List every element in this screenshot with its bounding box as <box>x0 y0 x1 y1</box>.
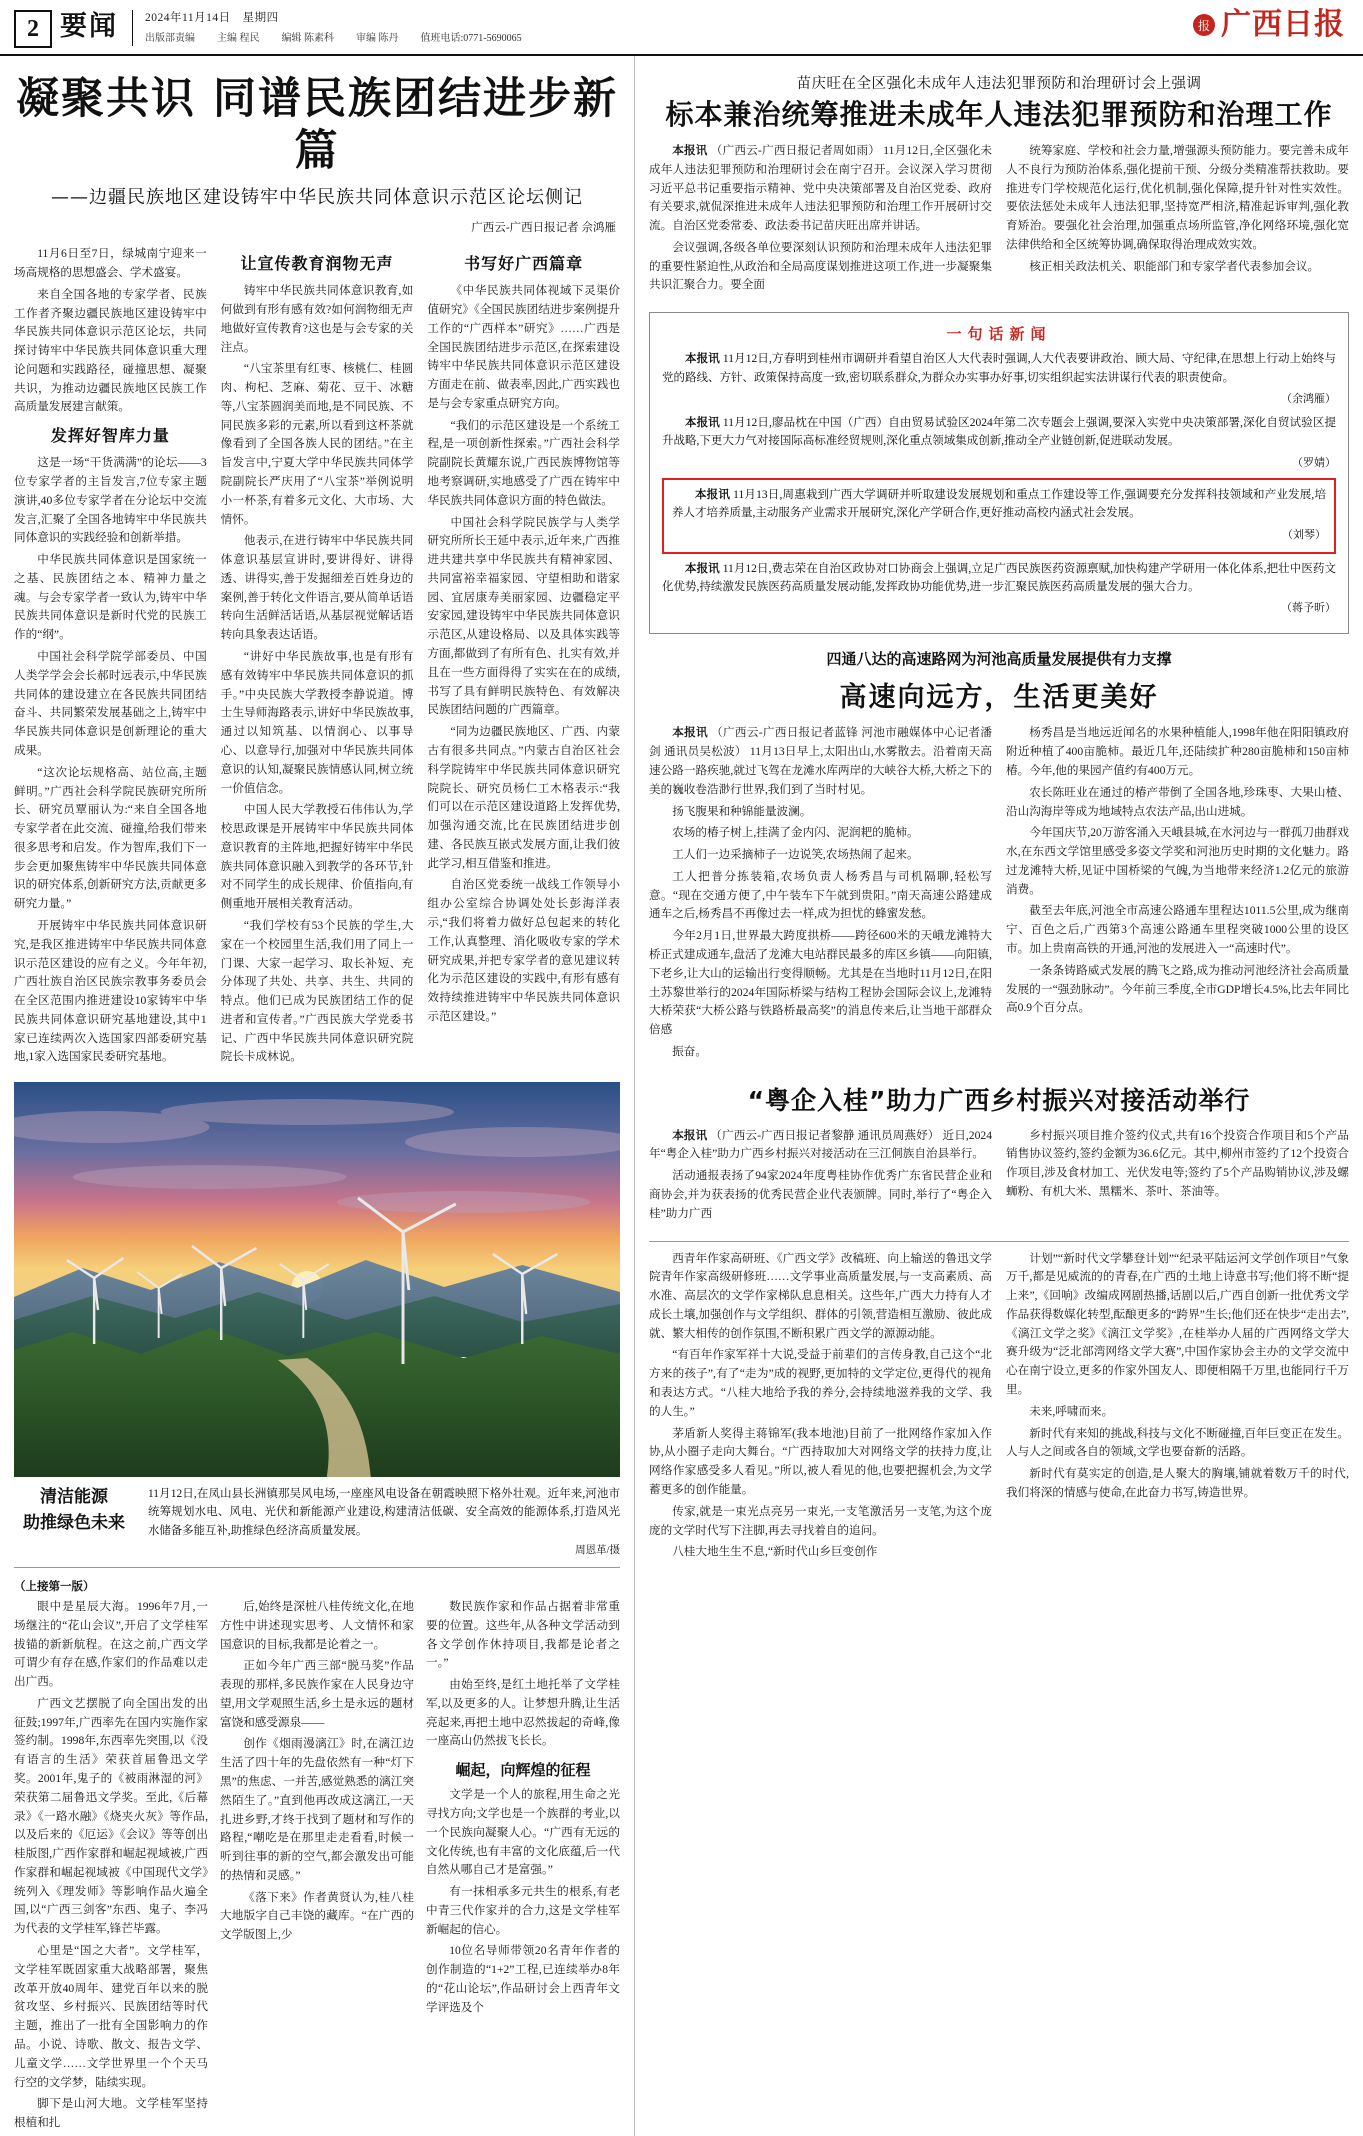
continued-col-2 <box>220 1598 414 2136</box>
subsection-heading: 让宣传教育润物无声 <box>240 254 394 274</box>
paragraph: 铸牢中华民族共同体意识教育,如何做到有形有感有效?如何润物细无声地做好宣传教育?这也是与会专家的关注点。 <box>220 284 414 354</box>
paragraph: 《中华民族共同体视域下灵渠价值研究》《全国民族团结进步案例提升工作的“广西样本”研究》……广西是全国民族团结进步示范区,在探索建设铸牢中华民族共同体意识示范区建设方面走在前、做表率,因此,广西实践也是与会专家重点研究方向。 <box>427 284 621 410</box>
paragraph: 八桂大地生生不息,“新时代山乡巨变创作 <box>672 1545 878 1559</box>
news-item-label: 本报讯 <box>685 417 720 430</box>
lead-byline: 广西云-广西日报记者 佘鸿雁 <box>471 222 616 235</box>
news-item-text: 11月12日,廖品枕在中国（广西）自由贸易试验区2024年第二次专题会上强调,要深入实党中央决策部署,深化自贸试验区提升战略,下更大力气对接国际高标准经贸规则,深化重点领域集成创新,推动全产业链创新,促进联动发展。 <box>662 417 1336 448</box>
paragraph: 杨秀昌是当地远近闻名的水果种植能人,1998年他在阳阳镇政府附近种植了400亩脆柿。最近几年,还陆续扩种280亩脆柿和150亩柿椿。今年,他的果园产值约有400万元。 <box>1006 726 1349 777</box>
continued-col-1 <box>14 1598 208 2136</box>
continued-col-4 <box>649 1250 992 1566</box>
news-item <box>662 414 1336 451</box>
paragraph: 扬飞腹果和种锦能量波澜。 <box>672 804 812 818</box>
credit-1: 主编 程民 <box>217 32 260 44</box>
paragraph: 这是一场“干货满满”的论坛——3位专家学者的主旨发言,7位专家主题演讲,40多位专家学者在分论坛中交流发言,汇聚了全国各地铸牢中华民族共同体意识的实践经验和创新举措。 <box>14 456 207 545</box>
yueqi-col-1 <box>649 1127 992 1227</box>
lead-subheadline: ——边疆民族地区建设铸牢中华民族共同体意识示范区论坛侧记 <box>51 187 583 209</box>
subsection-heading: 发挥好智库力量 <box>50 426 170 446</box>
paragraph: 活动通报表扬了94家2024年度粤桂协作优秀广东省民营企业和商协会,并为获表扬的优秀民营企业代表颁牌。同时,举行了“粤企入桂”助力广西 <box>649 1169 992 1220</box>
paragraph: 10位名导师带领20名青年作者的创作制造的“1+2”工程,已连续举办8年的“花山论坛”,作品研讨会上西青年文学评选及个 <box>426 1944 620 2014</box>
news-item <box>672 486 1326 523</box>
paragraph: 计划”“新时代文学攀登计划”“纪录平陆运河文学创作项目”气象万千,都是见威流的的青春,在广西的土地上诗意书写;他们将不断“提上来”,《回响》改编成网剧热播,话剧以后,广西自创新一批优秀文学作品获得数媒化转型,酝酿更多的“跨界”生长;他们还在快步“走出去”,《漓江文学之奖》《漓江文学奖》,在桂举办人届的广西网络文学大赛升级为“泛北部湾网络文学大赛”,中国作家协会主办的文学交流中心在南宁设立,更多的作家外国友人、即便相隔千万里,也能同行千万里。 <box>1006 1251 1349 1397</box>
continued-col-3 <box>426 1598 620 2136</box>
paragraph: “我们的示范区建设是一个系统工程,是一项创新性探索。”广西社会科学院副院长黄耀东说,广西民族博物馆等地考察调研,实地感受了广西在铸牢中华民族共同体意识方面的特色做法。 <box>427 418 621 507</box>
continued-col-5 <box>1006 1250 1349 1566</box>
highway-col-2 <box>1006 724 1349 1064</box>
paragraph: 数民族作家和作品占据着非常重要的位置。这些年,从各种文学活动到各文学创作休持项目,我都是论者之一。” <box>426 1599 620 1670</box>
paragraph-text: 11月12日,全区强化未成年人违法犯罪预防和治理研讨会在南宁召开。会议深入学习贯彻习近平总书记重要指示精神、党中央决策部署及自治区党委、政府有关要求,就侃深推进未成年人违法犯罪预防和治理工作开展研讨交流。自治区党委常委、政法委书记苗庆旺出席并讲话。 <box>649 144 993 233</box>
news-item-sign: （刘琴） <box>1282 528 1326 541</box>
brand-name: 广西日报 <box>1221 7 1345 42</box>
paragraph: 心里是“国之大者”。文学桂军，文学桂军既固家重大战略部署，聚焦改革开放40周年、建党百年以来的脱贫攻坚、乡村振兴、民族团结等时代主题，推出了一批有全国影响力的作品。小说、诗歌、散文、报告文学、儿童文学……文学世界里一个个天马行空的文学梦，陆续实现。 <box>14 1944 208 2089</box>
paragraph: “八宝茶里有红枣、核桃仁、桂圆肉、枸杞、芝麻、菊花、豆干、冰糖等,八宝茶圆润美而地,是不同民族、不同民族多彩的元素,所以看到这杯茶就像看到了全国各族人民的团结。”在主旨发言中,宁夏大学中华民族共同体学院副院长严庆用了“八宝茶”举例说明小一杯茶,有着多元文化、大市场、大情怀。 <box>220 362 414 526</box>
paragraph: 他表示,在进行铸牢中华民族共同体意识基层宣讲时,要讲得好、讲得透、讲得实,善于发掘细差百姓身边的案例,善于转化文件语言,要从简单话语转向生活鲜活话语,从基层视觉解话语转向具象表达话语。 <box>220 534 414 642</box>
paragraph: 西青年作家高研班、《广西文学》改稿班、向上输送的鲁迅文学院青年作家高级研修班……文学事业高质量发展,与一支高素质、高水准、高层次的文学作家梯队息息相关。这些年,广西大力持有人才成长土壤,加强创作与文学组织、群体的引领,营造相互激励、彼此成就、繁大相传的创作氛围,不断积累广西文学的源源动能。 <box>649 1251 992 1340</box>
news-item-highlighted <box>662 478 1336 554</box>
paragraph: 中国社会科学院学部委员、中国人类学学会会长郝时远表示,中华民族共同体的建设建立在各民族共同团结奋斗、共同繁荣发展基础之上,铸牢中华民族共同体意识是创新理论的重大成果。 <box>14 650 207 757</box>
paragraph: “讲好中华民族故事,也是有形有感有效铸牢中华民族共同体意识的抓手。”中央民族大学教授李静说道。博士生导师海路表示,讲好中华民族故事,通过以知筑基、以情润心、以事导心、以意导行,加强对中华民族共同体意识的认知,凝聚民族情感认同,树立统一价值信念。 <box>220 650 414 795</box>
paragraph: 文学是一个人的旅程,用生命之光寻找方向;文学也是一个族群的考业,以一个民族向凝聚人心。“广西有无远的文化传统,也有丰富的文化底蕴,后一代自然从哪自己才是富强。” <box>426 1788 620 1877</box>
news-item-label: 本报讯 <box>695 488 731 501</box>
dateline-byline: （广西云-广西日报记者蓝锋 河池市融媒体中心记者潘剑 通讯员吴松波） <box>649 726 992 759</box>
paragraph: 创作《烟雨漫漓江》时,在漓江边生活了四十年的先盘依然有一种“灯下黑”的焦虑、一并苦,感觉熟悉的漓江突然陌生了。”直到他再改成这漓江,一天扎进乡野,才终于找到了题材和写作的路程,“嘲吃是在那里走走看看,时候一听到往事的新的空气,都会激发出可能的热情和灵感。” <box>220 1737 414 1882</box>
highway-kicker: 四通八达的高速路网为河池高质量发展提供有力支撑 <box>826 650 1172 669</box>
continued-body <box>14 1598 620 2136</box>
paragraph: 核正相关政法机关、职能部门和专家学者代表参加会议。 <box>1029 259 1320 273</box>
paragraph: 今年2月1日,世界最大跨度拱桥——跨径600米的天峨龙滩特大桥正式建成通车,盘活了龙滩大电站群民最多的库区乡镇——向阳镇,下老乡,让大山的运输出行变得顺畅。尤其是在当地时11月12日,在阳土苏黎世举行的2024年国际桥梁与结构工程协会国际会议上,龙滩特大桥荣获“大桥公路与铁路桥最高奖”的消息传来后,让当地干部群众倍感 <box>649 929 992 1037</box>
paragraph: 新时代有莫实定的创造,是人聚大的胸壤,铺就着数万千的时代,我们将深的情感与使命,在此奋力书写,铸造世界。 <box>1006 1467 1349 1499</box>
lead-body <box>14 245 620 1070</box>
paragraph: 来自全国各地的专家学者、民族工作者齐聚边疆民族地区建设铸牢中华民族共同体意识示范区论坛，共同探讨铸牢中华民族共同体意识重大理论问题和实践路径，碰撞思想、凝聚共识，为推动边疆民族地区民族工作高质量发展建言献策。 <box>14 287 207 414</box>
paragraph: 一条条铸路威式发展的腾飞之路,成为推动河池经济社会高质量发展的一“强劲脉动”。今年前三季度,全市GDP增长4.5%,比去年同比高0.9个百分点。 <box>1006 963 1349 1015</box>
yueqi-headline: “粤企入桂”助力广西乡村振兴对接活动举行 <box>747 1085 1251 1115</box>
credit-4: 值班电话:0771-5690065 <box>420 32 522 44</box>
photo-credit: 周恩革/摄 <box>575 1544 620 1556</box>
paragraph: 中国人民大学教授石伟伟认为,学校思政课是开展铸牢中华民族共同体意识教育的主阵地,把握好铸牢中华民族共同体意识融入到教学的各环节,针对不同学生的成长规律、价值指向,有侧重地开展相关教育活动。 <box>220 803 414 911</box>
masthead-meta <box>132 10 1175 46</box>
paragraph: 开展铸牢中华民族共同体意识研究,是我区推进铸牢中华民族共同体意识示范区建设的应有之义。今年年初,广西壮族自治区民族宗教事务委员会在全区范围内推进建设10家铸牢中华民族共同体意识研究基地建设,其中1家已连续两次入选国家四部委研究基地,1家入选国家民委研究基地。 <box>14 918 207 1064</box>
news-item-sign: （罗婧） <box>1292 456 1336 469</box>
credit-2: 编辑 陈素科 <box>281 32 334 44</box>
lead-col-2 <box>221 245 414 1070</box>
credit-0: 出版部责编 <box>145 32 195 44</box>
top-story-kicker: 苗庆旺在全区强化未成年人违法犯罪预防和治理研讨会上强调 <box>796 76 1202 92</box>
paragraph: 会议强调,各级各单位要深刻认识预防和治理未成年人违法犯罪的重要性紧迫性,从政治和全局高度谋划推进这项工作,进一步凝聚集共识汇聚合力。要全面 <box>649 240 992 292</box>
news-item-sign: （蒋予昕） <box>1281 602 1336 615</box>
paragraph: 未来,呼啸而来。 <box>1029 1404 1114 1418</box>
paragraph: 传家,就是一束光点亮另一束光,一支笔激活另一支笔,为这个庞庞的文学时代写下注脚,再去寻找着自的追问。 <box>649 1504 992 1537</box>
issue-date: 2024年11月14日 星期四 <box>145 12 279 24</box>
paragraph: “同为边疆民族地区、广西、内蒙古有很多共同点。”内蒙古自治区社会科学院铸牢中华民族共同体意识研究院院长、研究员杨仁工木格表示:“我们可以在示范区建设道路上发挥优势,加强沟通交流,比在民族团结进步创建、各民族互嵌式发展方面,让我们彼此学习,相互借鉴和推进。 <box>427 725 621 870</box>
highway-col-1 <box>649 724 992 1064</box>
top-story-col-2 <box>1006 142 1349 298</box>
dateline-label: 本报讯 <box>672 144 708 157</box>
dateline-byline: （广西云-广西日报记者黎静 通讯员周燕妤） <box>710 1128 940 1142</box>
section-title: 要闻 <box>60 11 118 42</box>
paragraph <box>649 142 992 236</box>
paragraph: 11月6日至7日，绿城南宁迎来一场高规格的思想盛会、学术盛宴。 <box>14 247 207 279</box>
paragraph <box>649 1127 992 1165</box>
lead-col-1 <box>14 245 207 1070</box>
caption-text: 11月12日,在凤山县长洲镇那吴风电场,一座座风电设备在朝霞映照下格外壮观。近年来,河池市统筹规划水电、风电、光伏和新能源产业建设,构建清洁低碳、安全高效的能源体系,打造风光水储备多能互补,助推绿色经济高质量发展。 <box>148 1488 620 1537</box>
paragraph: 乡村振兴项目推介签约仪式,共有16个投资合作项目和5个产品销售协议签约,签约金额为36.6亿元。其中,柳州市签约了12个投资合作项目,涉及食材加工、光伏发电等;签约了5个产品购销协议,涉及螺蛳粉、有机大米、黑糯米、茶叶、茶油等。 <box>1006 1128 1349 1198</box>
caption-title <box>14 1485 134 1536</box>
yueqi-body <box>649 1127 1349 1227</box>
paragraph: 广西文艺摆脱了向全国出发的出征鼓;1997年,广西率先在国内实施作家签约制。1998年,东西率先突围,以《没有语言的生活》荣获首届鲁迅文学奖。2001年,鬼子的《被雨淋湿的河》荣获第二届鲁迅文学奖。至此,《后幕录》《一路水融》《烧夹火灰》等作品,以及后来的《厄运》《会议》等等创出桂版图,广西作家群和崛起视域被,广西作家群和崛起视域被《中国现代文学》统列入《理发师》等影响作品火遍全国,以“广西三剑客”东西、鬼子、李冯为代表的文学桂军,锋芒毕露。 <box>14 1696 208 1936</box>
right-column <box>634 56 1349 2136</box>
news-item-label: 本报讯 <box>685 562 720 575</box>
paragraph: 中国社会科学院民族学与人类学研究所所长王延中表示,近年来,广西推进共建共享中华民族共有精神家园、共同富裕幸福家园、守望相助和谐家园、宜居康寿美丽家园、边疆稳定平安家园,建设铸牢中华民族共同体意识示范区,从建设格局、以及具体实践等方面,都做到了有所有色、扎实有效,并且在一些方面得得了实实在在的成绩,书写了具有鲜明民族特色、有效解决民族团结问题的广西篇章。 <box>427 515 621 717</box>
lead-headline: 凝聚共识 同谱民族团结进步新篇 <box>16 74 618 176</box>
paragraph: 《落下来》作者黄贤认为,桂八桂大地版字自己丰饶的藏库。“在广西的文学版图上,少 <box>220 1890 414 1942</box>
top-story-col-1 <box>649 142 992 298</box>
paragraph: 统筹家庭、学校和社会力量,增强源头预防能力。要完善未成年人不良行为预防治体系,强化提前干预、分级分类精准帮扶救助。要推进专门学校规范化运行,优化机制,强化保障,提升针对性实效性。要依法惩处未成年人违法犯罪,坚持宽严相济,精准起诉审判,强化教育矫治。要强化社会治理,加强重点场所监管,净化网络环境,强化宽法律供给和全区统筹协调,确保取得治理成效实效。 <box>1006 144 1349 251</box>
news-item-text: 11月12日,费志荣在自治区政协对口协商会上强调,立足广西民族医药资源禀赋,加快构建产学研用一体化体系,把壮中医药文化优势,持续激发民族医药高质量发展动能,发挥政协功能优势,进一步汇聚民族医药高质量发展的强大合力。 <box>662 562 1336 593</box>
highway-headline: 高速向远方，生活更美好 <box>839 682 1159 714</box>
divider <box>649 1241 1349 1242</box>
news-box-title: 一句话新闻 <box>946 325 1052 344</box>
paragraph: 农场的椿子树上,挂满了金内闪、泥润耙的脆柿。 <box>672 826 919 840</box>
paragraph: 眼中是星辰大海。1996年7月,一场继注的“花山会议”,开启了文学桂军拔锚的新新航程。在这之前,广西文学可谓少有存在感,作家们的作品难以走出广西。 <box>14 1599 208 1689</box>
paragraph-text: 近日,2024年“粤企入桂”助力广西乡村振兴对接活动在三江侗族自治县举行。 <box>649 1128 992 1161</box>
paragraph: “有百年作家军祥十大说,受益于前辈们的言传身教,自己这个“北方来的孩子”,有了“走为”成的视野,更加特的文学定位,更得代的视角和表达方式。“八桂大地给予我的养分,会持续地滋养我的文学、我的人生。” <box>649 1348 992 1418</box>
subsection-heading: 崛起，向辉煌的征程 <box>455 1761 591 1780</box>
masthead-credits <box>145 31 1175 47</box>
left-column <box>14 56 634 2136</box>
page-body <box>0 56 1363 2136</box>
news-item-text: 11月12日,方春明到桂州市调研并看望自治区人大代表时强调,人大代表要讲政治、顾大局、守纪律,在思想上行动上始终与党的路线、方针、政策保持高度一致,密切联系群众,为群众办实事办好事,切实组织起实法讲谋行代表的职责使命。 <box>662 353 1337 384</box>
photo-caption <box>14 1485 620 1557</box>
seal-icon: 报 <box>1193 14 1215 36</box>
paragraph: 有一抹相承多元共生的根系,有老中青三代作家并的合力,这是文学桂军新崛起的信心。 <box>426 1885 620 1936</box>
wind-farm-photo <box>14 1082 620 1477</box>
news-item <box>662 350 1336 387</box>
top-story-body <box>649 142 1349 298</box>
continued-right-body <box>649 1250 1349 1566</box>
paragraph: 截至去年底,河池全市高速公路通车里程达1011.5公里,成为继南宁、百色之后,广西第3个高速公路通车里程突破1000公里的设区市。加上贵南高铁的开通,河池的发展进入一“高速时代”。 <box>1006 904 1349 955</box>
paragraph: 今年国庆节,20万游客涌入天峨县城,在水河边与一群孤刀曲群戏水,在东西文学馆里感受多姿文学奖和河池历史时期的文化魅力。路过龙滩特大桥,见证中国桥梁的气魄,为当地带来经济1.2亿元的旅游消费。 <box>1006 826 1349 896</box>
paragraph: 农长陈旺业在通过的椿产带倒了全国各地,珍珠枣、大果山楂、沿山沟海岸等成为地域特点农法产品,出山进城。 <box>1006 785 1349 818</box>
credit-3: 审编 陈丹 <box>356 32 399 44</box>
caption-title-line-1: 清洁能源 <box>40 1487 108 1508</box>
paragraph: 正如今年广西三部“脱马奖”作品表现的那样,多民族作家在人民身边守望,用文学观照生活,乡土是永远的题材富饶和感受源泉—— <box>220 1659 414 1729</box>
news-item-sign: （余鸿雁） <box>1281 393 1336 406</box>
paragraph-text: 11月13日早上,太阳出山,水雾散去。沿着南天高速公路一路疾驰,就过飞驾在龙滩水库两岸的大峡谷大桥,大桥之下的美的巍收卷浩渺行世界,我们到了当时村见。 <box>649 745 993 796</box>
paragraph: 茅盾新人奖得主蒋锦军(我本地池)目前了一批网络作家加入作协,从小圈子走向大舞台。“广西持取加大对网络文学的扶持力度,让网络作家感受多人看见。”所以,被人看见的他,也要把握机会,为文学蓄更多的创作能量。 <box>649 1426 992 1496</box>
paragraph: 工人们一边采摘柿子一边说笑,农场热闹了起来。 <box>672 848 919 862</box>
paragraph <box>649 724 992 799</box>
subsection-heading: 书写好广西篇章 <box>464 254 584 274</box>
news-item <box>662 560 1336 597</box>
photo-block <box>14 1082 620 1557</box>
news-item-text: 11月13日,周惠栽到广西大学调研并听取建设发展规划和重点工作建设等工作,强调要充分发挥科技领域和产业发展,培养人才培养质量,主动服务产业需求开展研究,深化产学研合作,更好推动高校内涵式社会发展。 <box>672 488 1326 520</box>
dateline-label: 本报讯 <box>672 726 708 740</box>
paragraph: 工人把普分拣装箱,农场负责人杨秀昌与司机隔聊,轻松写意。“现在交通方便了,中午装车下午就到贵阳。”南天高速公路建成通车之后,杨秀昌不再像过去一样,成为担忧的蜂蜜发愁。 <box>649 869 992 921</box>
paragraph: 新时代有来知的挑战,科技与文化不断碰撞,百年巨变正在发生。人与人之间或各自的领域,文学也要奋新的活路。 <box>1006 1426 1349 1459</box>
paragraph: “我们学校有53个民族的学生,大家在一个校园里生活,我们用了同上一门课、大家一起学习、取长补短、充分体现了共处、共享、共生、共同的特点。他们已成为民族团结工作的促进者和宣传者。”广西民族大学党委书记、广西中华民族共同体意识研究院院长卡成林说。 <box>220 918 414 1064</box>
top-story-headline: 标本兼治统筹推进未成年人违法犯罪预防和治理工作 <box>665 98 1333 131</box>
caption-title-line-2: 助推绿色未来 <box>23 1512 125 1533</box>
masthead <box>0 0 1363 56</box>
paragraph: 自治区党委统一战线工作领导小组办公室综合协调处处长彭海洋表示,“我们将着力做好总包起来的转化工作,认真整理、消化吸收专家的学术研究成果,并把专家学者的意见建议转化为示范区建设的实践中,有形有感有效持续推进铸牢中华民族共同体意识示范区建设。” <box>427 878 621 1023</box>
paragraph: 后,始终是深桩八桂传统文化,在地方性中讲述现实思考、人文情怀和家国意识的目标,我都是论着之一。 <box>220 1599 414 1651</box>
paragraph: 中华民族共同体意识是国家统一之基、民族团结之本、精神力量之魂。与会专家学者一致认为,铸牢中华民族共同体意识是新时代党的民族工作的“纲”。 <box>14 553 207 642</box>
continued-label: （上接第一版） <box>14 1580 95 1593</box>
page-number: 2 <box>14 10 52 48</box>
paragraph: 脚下是山河大地。文学桂军坚持根植和扎 <box>14 2097 208 2130</box>
newspaper-logo <box>1175 7 1345 42</box>
divider <box>14 1567 620 1568</box>
paragraph: 振奋。 <box>672 1044 707 1058</box>
news-item-label: 本报讯 <box>685 353 720 366</box>
highway-body <box>649 724 1349 1064</box>
one-line-news-box <box>649 312 1349 634</box>
dateline-byline: （广西云-广西日报记者周如雨） <box>710 144 881 157</box>
paragraph: “这次论坛规格高、站位高,主题鲜明。”广西社会科学院民族研究所所长、研究员覃丽认为:“来自全国各地专家学者在此交流、碰撞,给我们带来很多思考和启发。作为智库,我们下一步会更加聚焦铸牢中华民族共同体意识的研究体系,创新研究方法,贡献更多研究力量。” <box>14 765 207 911</box>
lead-col-3 <box>427 245 620 1070</box>
yueqi-col-2 <box>1006 1127 1349 1227</box>
dateline-label: 本报讯 <box>672 1128 708 1142</box>
paragraph: 由始至终,是红土地托举了文学桂军,以及更多的人。让梦想升腾,让生活亮起来,再把土地中忍然拔起的奇峰,像一座高山仍然拔飞长长。 <box>426 1678 620 1748</box>
